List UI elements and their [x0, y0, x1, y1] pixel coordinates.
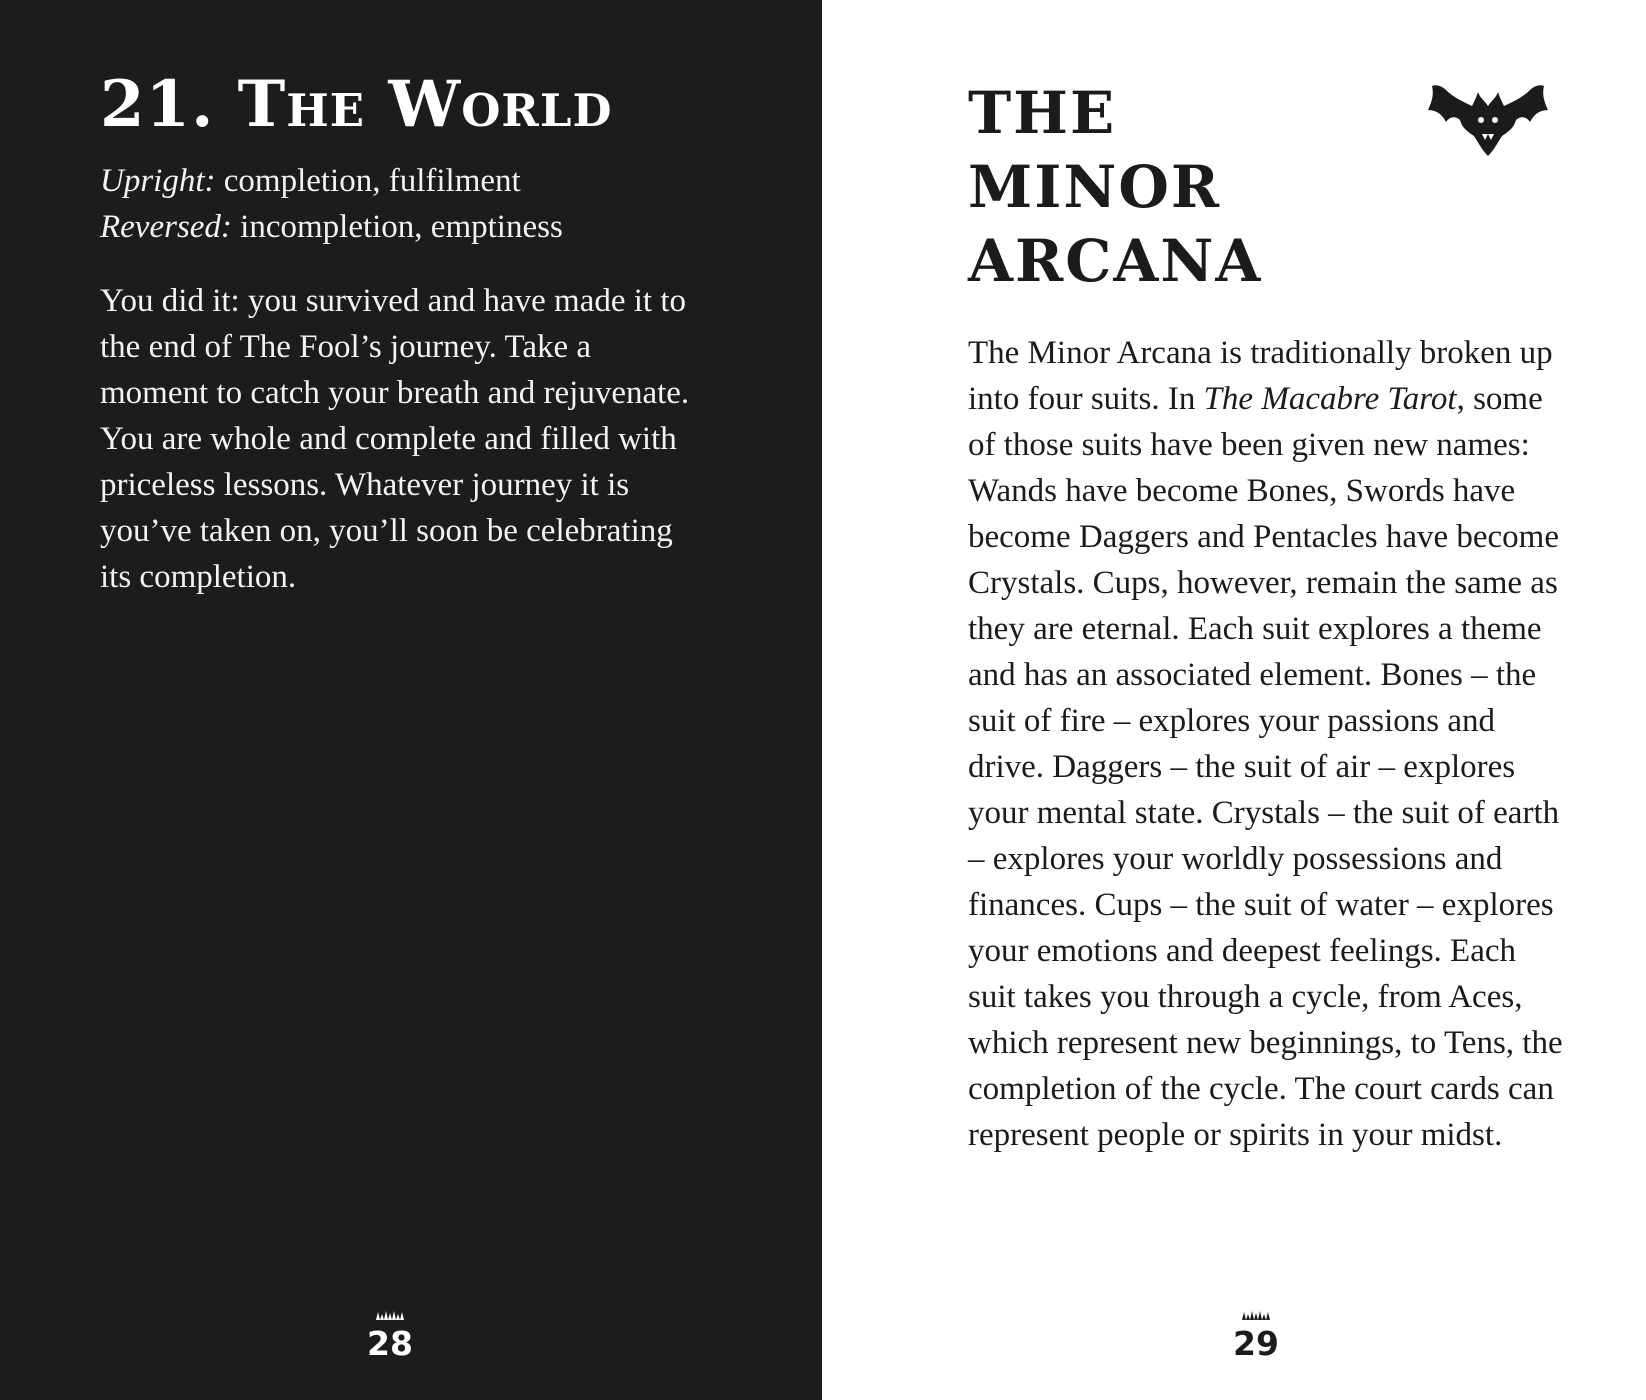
section-title: THE MINOR ARCANA: [968, 79, 1263, 295]
upright-label: Upright:: [100, 163, 216, 199]
upright-text: completion, fulfilment: [215, 163, 521, 199]
page-number: 29: [1233, 1324, 1279, 1363]
body-text-rest: , some of those suits have been given new names: Wands have become Bones, Swords have become Daggers and Pentacles have become Crystals. Cups, however, remain the same as they are eternal. Each suit explores a theme and has an associated element. Bones – the suit of fire – explores your passions and drive. Daggers – the suit of air – explores your mental state. Crystals – the suit of earth – explores your worldly possessions and finances. Cups – the suit of water – explores your emotions and deepest feelings. Each suit takes you through a cycle, from Aces, which represent new beginnings, to Tens, the completion of the cycle. The court cards can represent people or spirits in your midst.: [968, 381, 1563, 1153]
grass-ornament-icon: [1241, 1310, 1271, 1320]
book-title-italic: The Macabre Tarot: [1203, 381, 1457, 417]
section-body: [968, 330, 1568, 1158]
card-meanings: [100, 158, 563, 250]
reversed-text: incompletion, emptiness: [231, 209, 563, 245]
bat-icon: [1428, 84, 1548, 160]
grass-ornament-icon: [375, 1310, 405, 1320]
reversed-meaning: [100, 204, 563, 250]
page-footer-left: [360, 1310, 420, 1364]
page-footer-right: [1226, 1310, 1286, 1364]
page-number: 28: [367, 1324, 413, 1363]
card-description: You did it: you survived and have made it to the end of The Fool’s journey. Take a moment to catch your breath and rejuvenate. You are whole and complete and filled with priceless lessons. Whatever journey it is you’ve taken on, you’ll soon be celebrating its completion.: [100, 283, 690, 595]
card-title: 21. The World: [100, 67, 613, 142]
reversed-label: Reversed:: [100, 209, 232, 245]
body-text-start: The Minor Arcana is traditionally broken up into four suits. In: [968, 335, 1553, 417]
left-page: [0, 0, 822, 1400]
right-page: [822, 0, 1646, 1400]
upright-meaning: [100, 158, 563, 204]
